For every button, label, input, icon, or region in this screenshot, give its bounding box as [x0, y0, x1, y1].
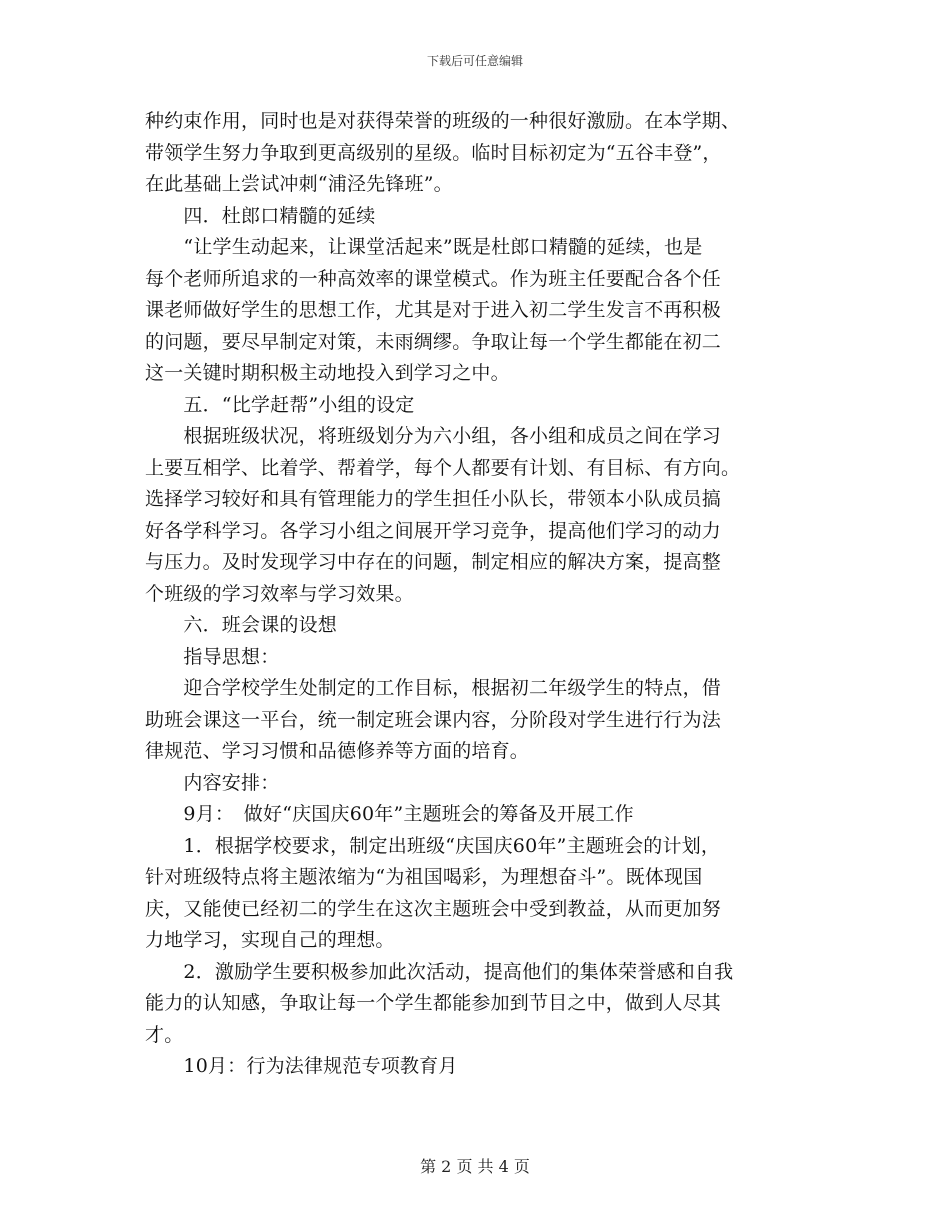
text-line: 2．激励学生要积极参加此次活动，提高他们的集体荣誉感和自我 — [145, 960, 734, 983]
text-line: 迎合学校学生处制定的工作目标，根据初二年级学生的特点，借 — [145, 677, 722, 699]
text-line: 带领学生努力争取到更高级别的星级。临时目标初定为“五谷丰登”， — [145, 141, 722, 164]
text-line: 庆，又能使已经初二的学生在这次主题班会中受到教益，从而更加努 — [145, 897, 722, 920]
text-line: 10月：行为法律规范专项教育月 — [145, 1055, 458, 1077]
text-line: 在此基础上尝试冲刺“浦泾先锋班”。 — [145, 173, 453, 195]
text-line: 每个老师所追求的一种高效率的课堂模式。作为班主任要配合各个任 — [145, 267, 722, 290]
text-line: 这一关键时期积极主动地投入到学习之中。 — [145, 362, 510, 384]
text-line: 律规范、学习习惯和品德修养等方面的培育。 — [145, 740, 530, 762]
text-line: 指导思想： — [145, 645, 280, 668]
text-line: 根据班级状况，将班级划分为六小组，各小组和成员之间在学习 — [145, 425, 722, 447]
text-line: “让学生动起来，让课堂活起来”既是杜郎口精髓的延续，也是 — [145, 236, 703, 258]
text-line: 好各学科学习。各学习小组之间展开学习竞争，提高他们学习的动力 — [145, 519, 722, 542]
text-line: 针对班级特点将主题浓缩为“为祖国喝彩，为理想奋斗”。既体现国 — [145, 866, 703, 888]
text-line: 选择学习较好和具有管理能力的学生担任小队长，带领本小队成员搞 — [145, 488, 722, 510]
text-line: 1．根据学校要求，制定出班级“庆国庆60年”主题班会的计划， — [145, 834, 721, 857]
page-header: 下载后可任意编辑 — [426, 54, 523, 68]
text-line: 的问题，要尽早制定对策，未雨绸缪。争取让每一个学生都能在初二 — [145, 330, 722, 353]
text-line: 才。 — [145, 1023, 184, 1046]
text-line: 上要互相学、比着学、帮着学，每个人都要有计划、有目标、有方向。 — [145, 456, 741, 479]
page-footer: 第 2 页 共 4 页 — [420, 1157, 530, 1176]
text-line: 力地学习，实现自己的理想。 — [145, 929, 395, 951]
text-line: 课老师做好学生的思想工作，尤其是对于进入初二学生发言不再积极 — [145, 299, 722, 321]
text-line: 六．班会课的设想 — [145, 614, 338, 636]
text-line: 能力的认知感，争取让每一个学生都能参加到节目之中，做到人尽其 — [145, 992, 722, 1014]
text-line: 助班会课这一平台，统一制定班会课内容，分阶段对学生进行行为法 — [145, 708, 722, 731]
text-line: 四．杜郎口精髓的延续 — [145, 204, 376, 227]
text-line: 与压力。及时发现学习中存在的问题，制定相应的解决方案，提高整 — [145, 551, 722, 573]
text-line: 五．“比学赶帮”小组的设定 — [145, 393, 415, 416]
text-line: 内容安排： — [145, 771, 280, 794]
document-body — [145, 106, 815, 1083]
text-line: 种约束作用，同时也是对获得荣誉的班级的一种很好激励。在本学期、 — [145, 110, 741, 132]
text-line: 9月： 做好“庆国庆60年”主题班会的筹备及开展工作 — [145, 803, 634, 825]
text-line: 个班级的学习效率与学习效果。 — [145, 582, 414, 605]
